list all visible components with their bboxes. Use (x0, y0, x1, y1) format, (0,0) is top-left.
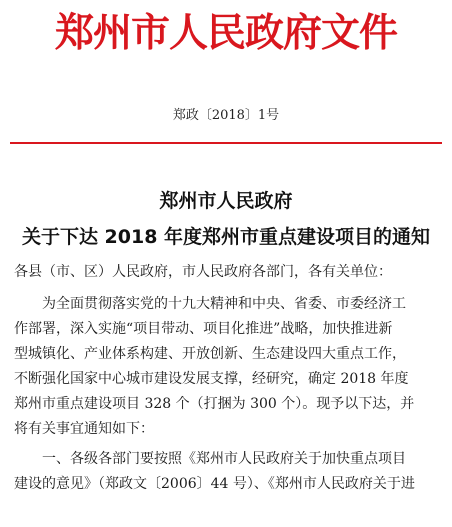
notice-title-subject: 关于下达 2018 年度郑州市重点建设项目的通知 (21, 226, 431, 248)
red-separator-line (10, 142, 442, 144)
body-line: 为全面贯彻落实党的十九大精神和中央、省委、市委经济工 (42, 296, 406, 312)
body-line: 不断强化国家中心城市建设发展支撑，经研究，确定 2018 年度 (14, 371, 409, 387)
body-line: 作部署，深入实施“项目带动、项目化推进”战略，加快推进新 (14, 321, 393, 337)
body-line: 一、各级各部门要按照《郑州市人民政府关于加快重点项目 (42, 451, 406, 467)
addressee-line: 各县（市、区）人民政府，市人民政府各部门，各有关单位： (14, 264, 392, 280)
document-masthead: 郑州市人民政府文件 (54, 11, 397, 56)
body-line: 将有关事宜通知如下： (14, 421, 154, 437)
body-line: 建设的意见》（郑政文〔2006〕44 号）、《郑州市人民政府关于进 (14, 476, 415, 492)
document-number: 郑政〔2018〕1号 (172, 108, 280, 123)
body-line: 型城镇化、产业体系构建、开放创新、生态建设四大重点工作， (14, 346, 406, 362)
body-line: 郑州市重点建设项目 328 个（打捆为 300 个）。现予以下达，并 (14, 396, 415, 412)
notice-title-issuer: 郑州市人民政府 (159, 190, 293, 212)
